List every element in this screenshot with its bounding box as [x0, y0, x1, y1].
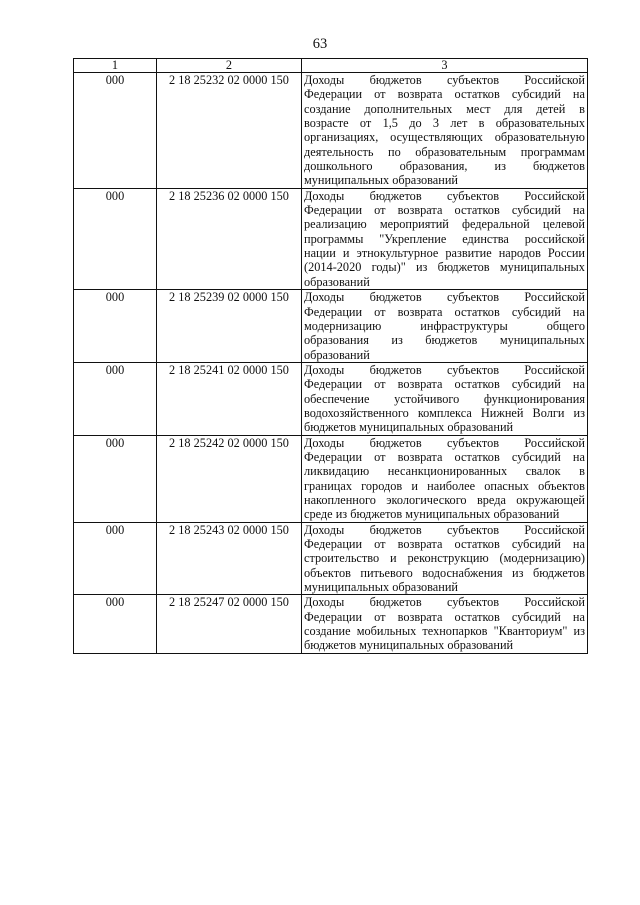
description-line: строительство и реконструкцию (модернизацию) [304, 551, 585, 566]
description-line: среде из бюджетов муниципальных образований [304, 507, 560, 522]
budget-classification-code-cell: 2 18 25241 02 0000 150 [157, 362, 302, 435]
table-row [74, 595, 588, 653]
revenue-description-cell [302, 522, 588, 595]
page-number: 63 [312, 36, 328, 52]
description-line: муниципальных образований [304, 580, 458, 595]
budget-classification-code-cell: 2 18 25232 02 0000 150 [157, 73, 302, 189]
description-line: Федерации от возврата остатков субсидий на [304, 203, 585, 218]
description-line: Федерации от возврата остатков субсидий на [304, 377, 585, 392]
description-line: образований [304, 347, 370, 362]
revenue-description-cell [302, 290, 588, 363]
description-line: модернизацию инфраструктуры общего [304, 318, 585, 333]
description-line: бюджетов муниципальных образований [304, 638, 514, 653]
description-line: накопленного экологического вреда окружающей [304, 492, 585, 507]
description-line: Доходы бюджетов субъектов Российской [304, 522, 585, 537]
description-line: границах городов и наиболее опасных объектов [304, 478, 585, 493]
table-row [74, 362, 588, 435]
revenue-description-cell [302, 188, 588, 289]
description-line: муниципальных образований [304, 173, 458, 188]
column-header-2: 2 [157, 59, 302, 73]
description-line: нации и этнокультурное развитие народов России [304, 246, 585, 261]
description-line: создание дополнительных мест для детей в [304, 101, 585, 116]
revenue-description-cell [302, 362, 588, 435]
column-header-1: 1 [74, 59, 157, 73]
budget-classification-code-cell: 2 18 25242 02 0000 150 [157, 435, 302, 522]
table-body [74, 73, 588, 654]
column-header-3: 3 [302, 59, 588, 73]
budget-classification-code-cell: 2 18 25247 02 0000 150 [157, 595, 302, 653]
description-line: Федерации от возврата остатков субсидий на [304, 87, 585, 102]
description-line: Федерации от возврата остатков субсидий на [304, 449, 585, 464]
description-line: дошкольного образования, из бюджетов [304, 159, 585, 174]
description-line: Доходы бюджетов субъектов Российской [304, 290, 585, 305]
revenue-description-cell [302, 595, 588, 653]
description-line: образований [304, 274, 370, 289]
description-line: реализацию мероприятий федеральной целевой [304, 217, 585, 232]
admin-code-cell: 000 [74, 362, 157, 435]
description-line: деятельность по образовательным программам [304, 144, 585, 159]
description-line: образования из бюджетов муниципальных [304, 333, 585, 348]
table-header-row [74, 59, 588, 73]
description-line: водохозяйственного комплекса Нижней Волги из [304, 405, 585, 420]
description-line: возрасте от 1,5 до 3 лет в образовательных [304, 116, 585, 131]
table-row [74, 290, 588, 363]
description-line: Доходы бюджетов субъектов Российской [304, 435, 585, 450]
revenue-description-cell [302, 435, 588, 522]
budget-classification-code-cell: 2 18 25236 02 0000 150 [157, 188, 302, 289]
description-line: организациях, осуществляющих образовательную [304, 130, 585, 145]
table-row [74, 522, 588, 595]
description-line: Доходы бюджетов субъектов Российской [304, 362, 585, 377]
admin-code-cell: 000 [74, 435, 157, 522]
revenue-description-cell [302, 73, 588, 189]
budget-classification-code-cell: 2 18 25243 02 0000 150 [157, 522, 302, 595]
description-line: Федерации от возврата остатков субсидий на [304, 609, 585, 624]
description-line: Федерации от возврата остатков субсидий на [304, 537, 585, 551]
description-line: Доходы бюджетов субъектов Российской [304, 73, 585, 87]
admin-code-cell: 000 [74, 595, 157, 653]
description-line: Доходы бюджетов субъектов Российской [304, 188, 585, 203]
admin-code-cell: 000 [74, 73, 157, 189]
description-line: Федерации от возврата остатков субсидий на [304, 304, 585, 319]
description-line: Доходы бюджетов субъектов Российской [304, 595, 585, 610]
table-row [74, 188, 588, 289]
admin-code-cell: 000 [74, 188, 157, 289]
description-line: создание мобильных технопарков "Кванториум" из [304, 624, 585, 639]
budget-revenue-table [73, 58, 588, 654]
description-line: объектов питьевого водоснабжения из бюджетов [304, 565, 585, 580]
budget-classification-code-cell: 2 18 25239 02 0000 150 [157, 290, 302, 363]
description-line: обеспечение устойчивого функционирования [304, 391, 585, 406]
description-line: ликвидацию несанкционированных свалок в [304, 464, 585, 479]
table-row [74, 73, 588, 189]
description-line: бюджетов муниципальных образований [304, 420, 514, 435]
description-line: (2014-2020 годы)" из бюджетов муниципальных [304, 260, 585, 275]
table-row [74, 435, 588, 522]
admin-code-cell: 000 [74, 522, 157, 595]
description-line: программы "Укрепление единства российской [304, 231, 585, 246]
admin-code-cell: 000 [74, 290, 157, 363]
